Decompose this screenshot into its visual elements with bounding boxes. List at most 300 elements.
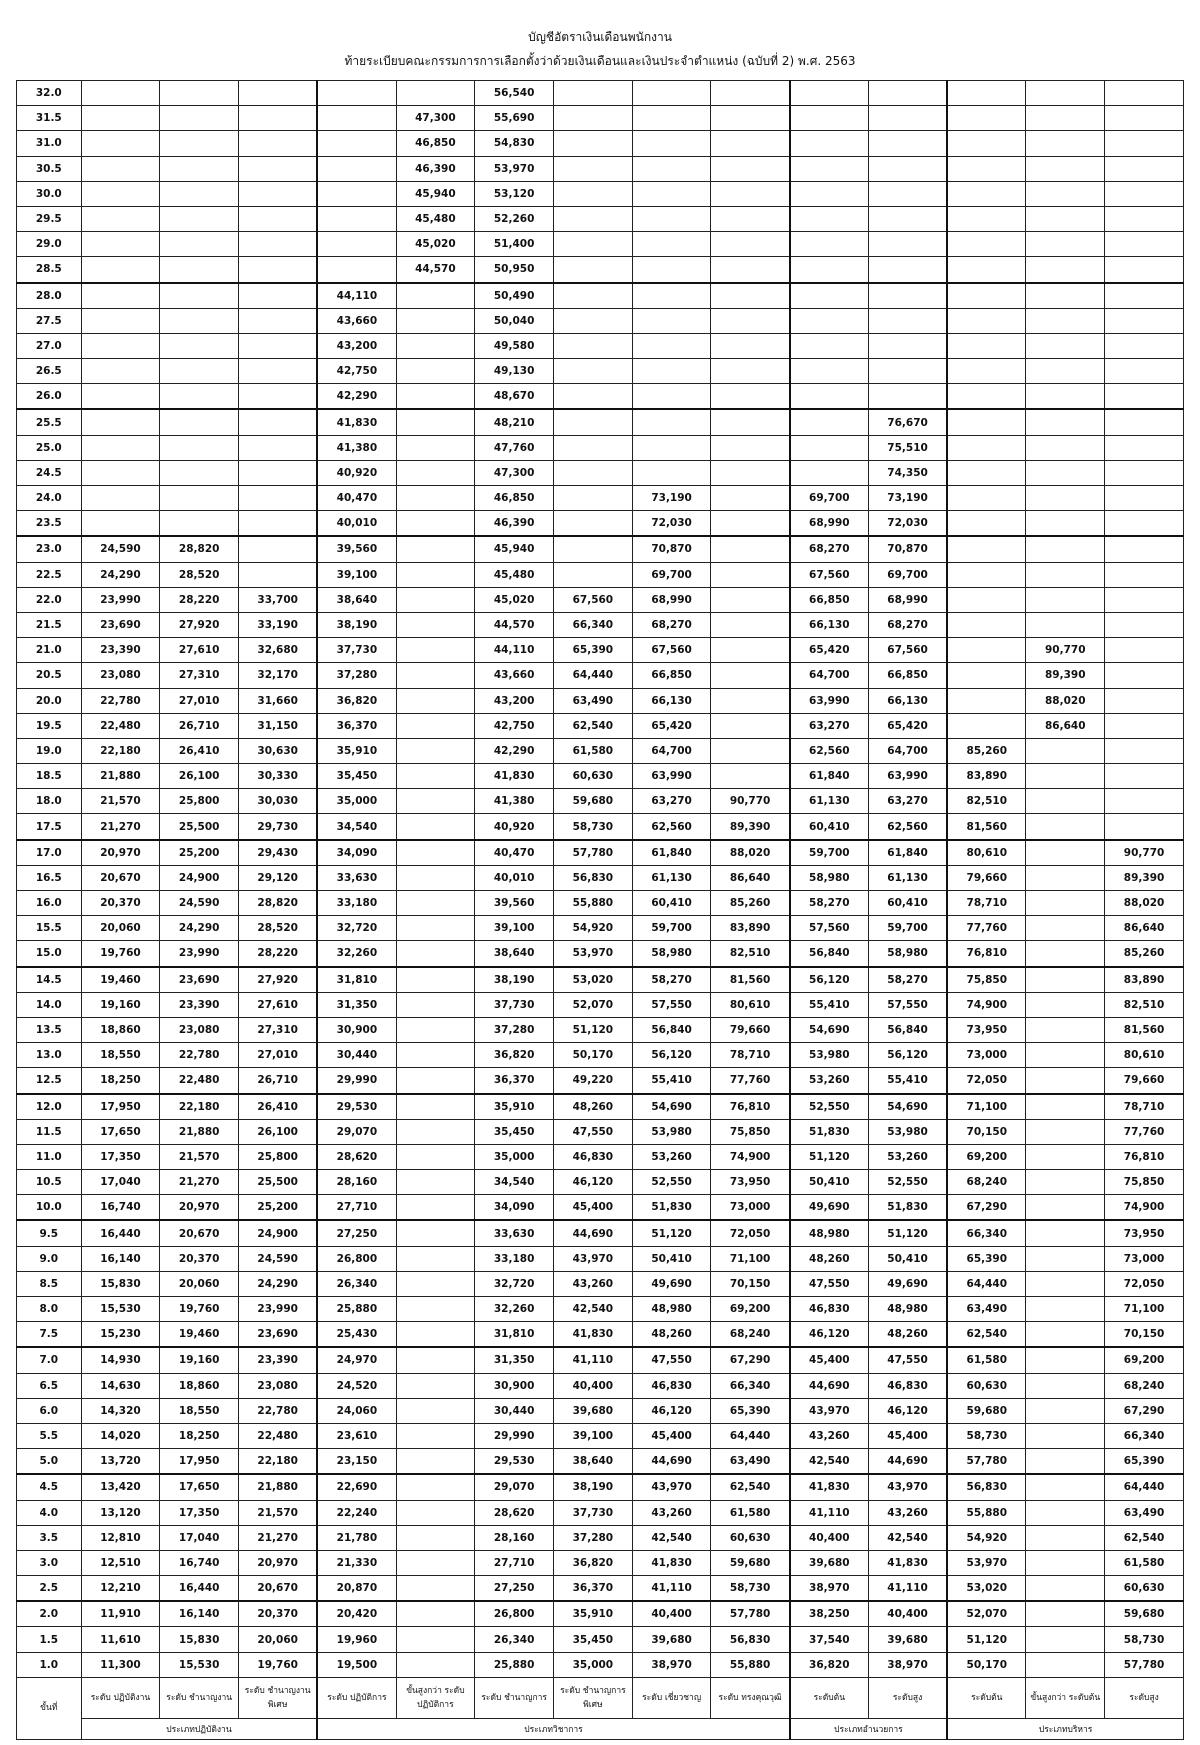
table-row bbox=[17, 764, 1184, 789]
salary-cell bbox=[160, 308, 239, 333]
salary-cell: 66,340 bbox=[711, 1373, 790, 1398]
salary-cell: 23,080 bbox=[81, 663, 160, 688]
step-cell: 29.5 bbox=[17, 206, 82, 231]
salary-cell: 64,440 bbox=[554, 663, 633, 688]
salary-cell: 54,690 bbox=[632, 1094, 711, 1120]
salary-cell: 70,870 bbox=[632, 536, 711, 562]
salary-cell: 38,970 bbox=[790, 1576, 869, 1602]
salary-cell bbox=[1105, 333, 1184, 358]
salary-cell: 61,840 bbox=[632, 840, 711, 866]
salary-cell: 73,950 bbox=[1105, 1220, 1184, 1246]
salary-cell: 17,650 bbox=[160, 1474, 239, 1500]
step-cell: 6.0 bbox=[17, 1398, 82, 1423]
salary-cell bbox=[1026, 1119, 1105, 1144]
salary-cell: 25,500 bbox=[239, 1170, 318, 1195]
salary-cell: 58,270 bbox=[632, 967, 711, 993]
salary-cell: 21,330 bbox=[317, 1550, 396, 1575]
salary-cell bbox=[947, 206, 1026, 231]
salary-cell bbox=[239, 181, 318, 206]
salary-cell: 15,830 bbox=[160, 1627, 239, 1652]
step-cell: 19.0 bbox=[17, 738, 82, 763]
salary-cell: 70,150 bbox=[711, 1271, 790, 1296]
step-cell: 6.5 bbox=[17, 1373, 82, 1398]
salary-cell: 75,850 bbox=[1105, 1170, 1184, 1195]
salary-cell: 60,410 bbox=[632, 891, 711, 916]
salary-cell: 35,450 bbox=[554, 1627, 633, 1652]
salary-cell bbox=[160, 409, 239, 435]
salary-cell bbox=[160, 486, 239, 511]
salary-cell bbox=[160, 232, 239, 257]
salary-cell: 75,850 bbox=[947, 967, 1026, 993]
salary-cell: 43,260 bbox=[868, 1500, 947, 1525]
salary-cell: 72,050 bbox=[711, 1220, 790, 1246]
step-cell: 28.0 bbox=[17, 283, 82, 309]
salary-cell bbox=[396, 1144, 475, 1169]
salary-cell bbox=[711, 460, 790, 485]
salary-cell bbox=[1026, 967, 1105, 993]
column-header: ระดับ ชำนาญการพิเศษ bbox=[554, 1677, 633, 1718]
salary-cell: 23,990 bbox=[160, 941, 239, 967]
salary-cell bbox=[396, 1195, 475, 1221]
salary-cell: 66,850 bbox=[790, 587, 869, 612]
salary-cell bbox=[81, 308, 160, 333]
salary-cell: 48,260 bbox=[868, 1322, 947, 1348]
salary-cell: 33,630 bbox=[317, 865, 396, 890]
salary-cell: 62,560 bbox=[632, 814, 711, 840]
salary-cell: 38,970 bbox=[632, 1652, 711, 1677]
salary-cell: 57,550 bbox=[632, 992, 711, 1017]
salary-cell bbox=[868, 257, 947, 283]
salary-cell bbox=[160, 156, 239, 181]
salary-cell bbox=[790, 181, 869, 206]
salary-cell bbox=[868, 156, 947, 181]
step-cell: 27.5 bbox=[17, 308, 82, 333]
salary-cell bbox=[554, 81, 633, 106]
salary-cell: 67,560 bbox=[554, 587, 633, 612]
salary-cell: 37,540 bbox=[790, 1627, 869, 1652]
step-cell: 25.5 bbox=[17, 409, 82, 435]
salary-cell bbox=[1026, 232, 1105, 257]
column-header: ระดับสูง bbox=[1105, 1677, 1184, 1718]
salary-cell bbox=[1026, 1322, 1105, 1348]
table-row bbox=[17, 1500, 1184, 1525]
salary-cell bbox=[947, 486, 1026, 511]
salary-cell bbox=[317, 81, 396, 106]
table-row bbox=[17, 941, 1184, 967]
salary-cell: 60,630 bbox=[1105, 1576, 1184, 1602]
salary-cell: 72,050 bbox=[947, 1068, 1026, 1094]
salary-cell bbox=[1026, 1627, 1105, 1652]
salary-cell bbox=[1026, 435, 1105, 460]
salary-cell bbox=[947, 257, 1026, 283]
salary-cell bbox=[1105, 713, 1184, 738]
salary-cell bbox=[554, 460, 633, 485]
salary-cell bbox=[239, 460, 318, 485]
salary-cell bbox=[554, 409, 633, 435]
salary-cell: 88,020 bbox=[1026, 688, 1105, 713]
salary-cell bbox=[1026, 206, 1105, 231]
step-cell: 30.5 bbox=[17, 156, 82, 181]
step-cell: 15.0 bbox=[17, 941, 82, 967]
salary-cell: 14,020 bbox=[81, 1423, 160, 1448]
step-cell: 18.5 bbox=[17, 764, 82, 789]
salary-cell bbox=[396, 1373, 475, 1398]
salary-cell bbox=[1105, 486, 1184, 511]
salary-cell bbox=[1105, 257, 1184, 283]
salary-cell: 85,260 bbox=[711, 891, 790, 916]
salary-cell bbox=[711, 333, 790, 358]
salary-cell bbox=[1026, 1525, 1105, 1550]
salary-cell bbox=[1026, 764, 1105, 789]
salary-cell: 88,020 bbox=[711, 840, 790, 866]
salary-cell: 54,920 bbox=[554, 916, 633, 941]
salary-cell: 26,100 bbox=[239, 1119, 318, 1144]
salary-cell bbox=[711, 688, 790, 713]
salary-cell: 39,100 bbox=[554, 1423, 633, 1448]
salary-cell bbox=[554, 486, 633, 511]
salary-cell: 24,520 bbox=[317, 1373, 396, 1398]
salary-cell: 18,250 bbox=[81, 1068, 160, 1094]
salary-cell: 12,810 bbox=[81, 1525, 160, 1550]
salary-cell bbox=[947, 460, 1026, 485]
salary-cell: 46,390 bbox=[475, 511, 554, 537]
table-row bbox=[17, 1271, 1184, 1296]
salary-cell bbox=[1026, 409, 1105, 435]
salary-cell bbox=[396, 1322, 475, 1348]
salary-cell bbox=[396, 333, 475, 358]
salary-cell: 23,390 bbox=[239, 1347, 318, 1373]
salary-cell: 44,690 bbox=[868, 1449, 947, 1475]
step-cell: 26.5 bbox=[17, 359, 82, 384]
salary-cell: 23,080 bbox=[160, 1017, 239, 1042]
step-cell: 10.0 bbox=[17, 1195, 82, 1221]
salary-cell: 21,880 bbox=[81, 764, 160, 789]
salary-cell: 39,100 bbox=[317, 562, 396, 587]
salary-cell: 67,290 bbox=[1105, 1398, 1184, 1423]
salary-cell: 78,710 bbox=[711, 1043, 790, 1068]
salary-cell bbox=[947, 359, 1026, 384]
salary-cell: 24,060 bbox=[317, 1398, 396, 1423]
salary-cell: 31,150 bbox=[239, 713, 318, 738]
salary-cell: 20,060 bbox=[81, 916, 160, 941]
salary-cell bbox=[947, 156, 1026, 181]
salary-cell: 71,100 bbox=[947, 1094, 1026, 1120]
column-header: ระดับ เชี่ยวชาญ bbox=[632, 1677, 711, 1718]
salary-cell bbox=[1026, 460, 1105, 485]
salary-cell: 28,620 bbox=[317, 1144, 396, 1169]
salary-cell bbox=[947, 688, 1026, 713]
salary-cell: 85,260 bbox=[947, 738, 1026, 763]
salary-cell: 67,560 bbox=[632, 638, 711, 663]
salary-cell bbox=[81, 106, 160, 131]
salary-cell: 59,680 bbox=[947, 1398, 1026, 1423]
salary-cell: 30,030 bbox=[239, 789, 318, 814]
salary-cell: 50,490 bbox=[475, 283, 554, 309]
salary-cell: 20,970 bbox=[81, 840, 160, 866]
salary-cell bbox=[396, 536, 475, 562]
table-row bbox=[17, 257, 1184, 283]
salary-cell: 22,690 bbox=[317, 1474, 396, 1500]
salary-cell: 51,120 bbox=[947, 1627, 1026, 1652]
salary-cell bbox=[396, 992, 475, 1017]
salary-cell bbox=[81, 409, 160, 435]
salary-cell bbox=[711, 257, 790, 283]
salary-cell: 40,400 bbox=[868, 1601, 947, 1627]
salary-cell: 19,160 bbox=[160, 1347, 239, 1373]
salary-cell bbox=[160, 283, 239, 309]
salary-cell: 69,700 bbox=[790, 486, 869, 511]
column-header-row bbox=[17, 1677, 1184, 1718]
salary-cell bbox=[1026, 1043, 1105, 1068]
salary-cell bbox=[947, 713, 1026, 738]
salary-cell: 38,970 bbox=[868, 1652, 947, 1677]
salary-cell bbox=[160, 131, 239, 156]
salary-cell: 42,750 bbox=[475, 713, 554, 738]
salary-cell: 52,070 bbox=[947, 1601, 1026, 1627]
salary-cell: 67,560 bbox=[790, 562, 869, 587]
salary-cell: 35,000 bbox=[317, 789, 396, 814]
table-row bbox=[17, 1068, 1184, 1094]
salary-cell: 25,200 bbox=[160, 840, 239, 866]
salary-cell: 47,550 bbox=[868, 1347, 947, 1373]
salary-cell bbox=[711, 486, 790, 511]
table-row bbox=[17, 663, 1184, 688]
salary-cell: 44,690 bbox=[554, 1220, 633, 1246]
salary-cell bbox=[396, 1094, 475, 1120]
salary-cell: 34,090 bbox=[475, 1195, 554, 1221]
salary-cell bbox=[711, 511, 790, 537]
salary-cell bbox=[396, 738, 475, 763]
salary-cell bbox=[947, 409, 1026, 435]
table-row bbox=[17, 536, 1184, 562]
salary-cell: 51,120 bbox=[632, 1220, 711, 1246]
table-row bbox=[17, 916, 1184, 941]
salary-cell: 58,980 bbox=[790, 865, 869, 890]
salary-cell bbox=[1105, 612, 1184, 637]
salary-cell: 35,910 bbox=[475, 1094, 554, 1120]
salary-cell bbox=[81, 435, 160, 460]
salary-cell: 57,780 bbox=[1105, 1652, 1184, 1677]
salary-cell: 19,960 bbox=[317, 1627, 396, 1652]
salary-cell: 24,590 bbox=[160, 891, 239, 916]
salary-cell: 17,040 bbox=[160, 1525, 239, 1550]
salary-cell bbox=[81, 486, 160, 511]
salary-cell: 43,200 bbox=[317, 333, 396, 358]
table-row bbox=[17, 435, 1184, 460]
salary-cell: 70,150 bbox=[947, 1119, 1026, 1144]
table-row bbox=[17, 1043, 1184, 1068]
salary-cell: 50,170 bbox=[554, 1043, 633, 1068]
salary-cell: 50,410 bbox=[868, 1246, 947, 1271]
table-row bbox=[17, 713, 1184, 738]
table-row bbox=[17, 181, 1184, 206]
salary-cell: 66,340 bbox=[1105, 1423, 1184, 1448]
salary-cell: 73,000 bbox=[1105, 1246, 1184, 1271]
salary-cell: 61,840 bbox=[790, 764, 869, 789]
salary-cell bbox=[396, 789, 475, 814]
salary-cell bbox=[868, 106, 947, 131]
salary-cell bbox=[868, 359, 947, 384]
salary-cell: 15,830 bbox=[81, 1271, 160, 1296]
salary-cell bbox=[1026, 131, 1105, 156]
salary-cell: 30,900 bbox=[475, 1373, 554, 1398]
salary-cell bbox=[396, 688, 475, 713]
column-header: ขั้นที่ bbox=[17, 1677, 82, 1739]
step-cell: 15.5 bbox=[17, 916, 82, 941]
salary-cell: 13,720 bbox=[81, 1449, 160, 1475]
salary-cell: 41,110 bbox=[554, 1347, 633, 1373]
salary-cell: 62,560 bbox=[790, 738, 869, 763]
salary-cell: 19,500 bbox=[317, 1652, 396, 1677]
salary-cell: 69,200 bbox=[711, 1297, 790, 1322]
salary-cell: 38,190 bbox=[317, 612, 396, 637]
salary-cell: 18,860 bbox=[160, 1373, 239, 1398]
salary-cell: 23,990 bbox=[81, 587, 160, 612]
salary-cell: 25,880 bbox=[317, 1297, 396, 1322]
salary-cell: 19,760 bbox=[239, 1652, 318, 1677]
salary-cell: 26,340 bbox=[317, 1271, 396, 1296]
salary-cell: 27,610 bbox=[160, 638, 239, 663]
salary-cell: 53,970 bbox=[947, 1550, 1026, 1575]
salary-cell bbox=[554, 536, 633, 562]
salary-cell: 65,420 bbox=[790, 638, 869, 663]
salary-cell: 47,300 bbox=[475, 460, 554, 485]
table-row bbox=[17, 1550, 1184, 1575]
salary-cell: 20,060 bbox=[239, 1627, 318, 1652]
salary-cell: 68,240 bbox=[1105, 1373, 1184, 1398]
salary-cell bbox=[1105, 156, 1184, 181]
salary-cell: 21,880 bbox=[239, 1474, 318, 1500]
salary-cell: 38,640 bbox=[554, 1449, 633, 1475]
table-row bbox=[17, 1246, 1184, 1271]
salary-cell: 15,530 bbox=[160, 1652, 239, 1677]
salary-cell: 61,580 bbox=[711, 1500, 790, 1525]
step-cell: 4.0 bbox=[17, 1500, 82, 1525]
salary-cell: 44,570 bbox=[475, 612, 554, 637]
salary-cell: 59,680 bbox=[554, 789, 633, 814]
salary-cell: 36,820 bbox=[554, 1550, 633, 1575]
salary-cell: 62,560 bbox=[868, 814, 947, 840]
salary-cell: 44,690 bbox=[790, 1373, 869, 1398]
salary-cell bbox=[790, 232, 869, 257]
salary-cell: 22,180 bbox=[160, 1094, 239, 1120]
salary-cell bbox=[396, 1398, 475, 1423]
salary-cell bbox=[160, 359, 239, 384]
table-row bbox=[17, 1297, 1184, 1322]
salary-cell bbox=[396, 409, 475, 435]
salary-cell: 61,580 bbox=[947, 1347, 1026, 1373]
table-row bbox=[17, 1119, 1184, 1144]
salary-cell: 64,440 bbox=[711, 1423, 790, 1448]
salary-cell bbox=[632, 232, 711, 257]
salary-cell bbox=[947, 81, 1026, 106]
salary-cell: 73,190 bbox=[632, 486, 711, 511]
salary-cell: 43,970 bbox=[868, 1474, 947, 1500]
salary-cell: 46,120 bbox=[790, 1322, 869, 1348]
salary-cell: 55,410 bbox=[868, 1068, 947, 1094]
salary-cell bbox=[1105, 435, 1184, 460]
salary-cell: 78,710 bbox=[947, 891, 1026, 916]
salary-cell: 46,830 bbox=[790, 1297, 869, 1322]
salary-cell: 22,480 bbox=[81, 713, 160, 738]
salary-cell: 15,230 bbox=[81, 1322, 160, 1348]
salary-cell bbox=[1026, 257, 1105, 283]
step-cell: 10.5 bbox=[17, 1170, 82, 1195]
salary-cell: 58,730 bbox=[1105, 1627, 1184, 1652]
salary-cell bbox=[1105, 359, 1184, 384]
salary-cell: 20,060 bbox=[160, 1271, 239, 1296]
salary-cell bbox=[81, 206, 160, 231]
salary-cell bbox=[396, 1246, 475, 1271]
salary-cell: 42,750 bbox=[317, 359, 396, 384]
salary-cell: 43,260 bbox=[790, 1423, 869, 1448]
salary-cell: 56,830 bbox=[554, 865, 633, 890]
step-cell: 14.0 bbox=[17, 992, 82, 1017]
salary-cell bbox=[790, 283, 869, 309]
salary-cell bbox=[1026, 1297, 1105, 1322]
salary-cell bbox=[396, 764, 475, 789]
salary-cell: 18,250 bbox=[160, 1423, 239, 1448]
salary-cell: 40,920 bbox=[317, 460, 396, 485]
salary-cell bbox=[554, 511, 633, 537]
salary-cell: 56,840 bbox=[868, 1017, 947, 1042]
salary-cell: 37,280 bbox=[317, 663, 396, 688]
salary-cell: 27,920 bbox=[160, 612, 239, 637]
salary-cell: 41,110 bbox=[790, 1500, 869, 1525]
salary-cell bbox=[239, 511, 318, 537]
salary-cell: 24,290 bbox=[239, 1271, 318, 1296]
table-row bbox=[17, 81, 1184, 106]
salary-cell: 51,830 bbox=[790, 1119, 869, 1144]
salary-cell: 75,510 bbox=[868, 435, 947, 460]
salary-cell: 77,760 bbox=[1105, 1119, 1184, 1144]
table-row bbox=[17, 409, 1184, 435]
salary-cell: 69,700 bbox=[868, 562, 947, 587]
step-cell: 32.0 bbox=[17, 81, 82, 106]
salary-cell: 65,390 bbox=[711, 1398, 790, 1423]
salary-cell: 53,260 bbox=[790, 1068, 869, 1094]
salary-cell bbox=[711, 131, 790, 156]
salary-cell bbox=[554, 257, 633, 283]
table-row bbox=[17, 1576, 1184, 1602]
table-row bbox=[17, 308, 1184, 333]
salary-cell: 56,830 bbox=[947, 1474, 1026, 1500]
salary-cell bbox=[239, 232, 318, 257]
salary-cell bbox=[396, 713, 475, 738]
salary-cell: 53,120 bbox=[475, 181, 554, 206]
salary-cell bbox=[317, 232, 396, 257]
salary-cell: 14,320 bbox=[81, 1398, 160, 1423]
salary-cell bbox=[790, 359, 869, 384]
salary-cell: 13,120 bbox=[81, 1500, 160, 1525]
step-cell: 29.0 bbox=[17, 232, 82, 257]
salary-cell: 53,260 bbox=[632, 1144, 711, 1169]
salary-cell bbox=[1026, 1449, 1105, 1475]
salary-cell: 42,540 bbox=[632, 1525, 711, 1550]
salary-cell: 27,710 bbox=[317, 1195, 396, 1221]
salary-cell bbox=[632, 308, 711, 333]
salary-cell: 41,830 bbox=[554, 1322, 633, 1348]
salary-cell bbox=[396, 1576, 475, 1602]
salary-cell bbox=[1026, 891, 1105, 916]
salary-cell: 35,000 bbox=[475, 1144, 554, 1169]
salary-cell: 53,980 bbox=[790, 1043, 869, 1068]
salary-cell: 38,640 bbox=[475, 941, 554, 967]
salary-cell bbox=[396, 865, 475, 890]
salary-cell: 40,470 bbox=[475, 840, 554, 866]
salary-cell bbox=[396, 1170, 475, 1195]
salary-cell: 70,870 bbox=[868, 536, 947, 562]
